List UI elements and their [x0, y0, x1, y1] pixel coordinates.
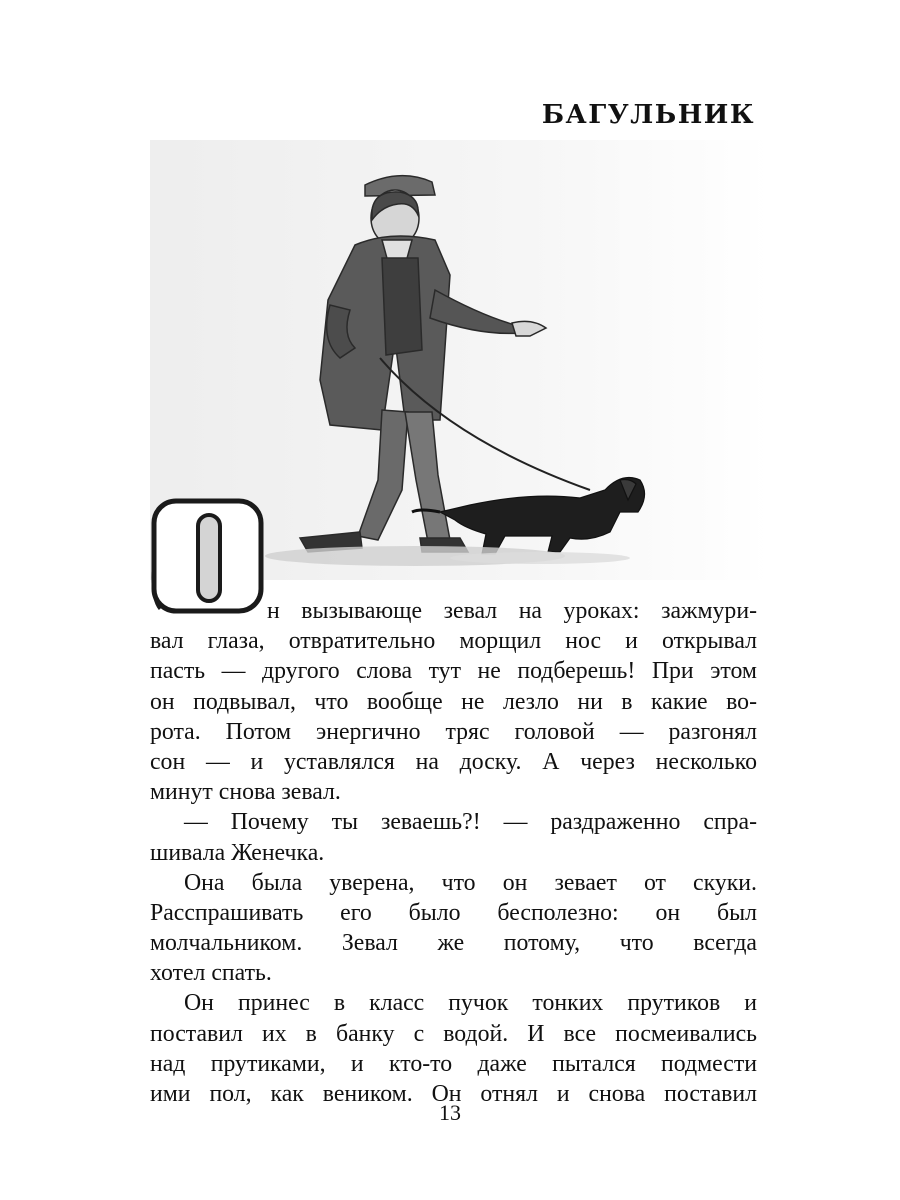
text-line: над прутиками, и кто-то даже пытался подмести: [150, 1050, 757, 1077]
text-line: пасть — другого слова тут не подберешь! При этом: [150, 658, 757, 685]
text-line: рота. Потом энергично тряс головой — разгонял: [150, 718, 757, 745]
text-line: сон — и уставлялся на доску. А через несколько: [150, 748, 757, 775]
chapter-title: БАГУЛЬНИК: [541, 100, 755, 130]
paragraph: [150, 596, 757, 807]
text-line: шивала Женечка.: [150, 839, 325, 866]
text-line: вал глаза, отвратительно морщил нос и открывал: [150, 628, 757, 655]
page-number: 13: [439, 1100, 461, 1125]
ground-shadow: [450, 552, 630, 564]
paragraph: [150, 868, 757, 989]
text-line: — Почему ты зеваешь?! — раздраженно спра-: [184, 809, 757, 836]
text-line: Она была уверена, что он зевает от скуки.: [184, 869, 757, 896]
text-line: ими пол, как веником. Он отнял и снова поставил: [150, 1081, 757, 1107]
text-line: минут снова зевал.: [150, 779, 341, 806]
text-line: поставил их в банку с водой. И все посмеивались: [150, 1020, 757, 1047]
paragraph: [150, 807, 757, 867]
text-line: Он принес в класс пучок тонких прутиков и: [184, 990, 757, 1017]
text-line: Расспрашивать его было бесполезно: он был: [150, 899, 757, 926]
text-line: хотел спать.: [150, 960, 272, 987]
text-line: н вызывающе зевал на уроках: зажмури-: [267, 598, 757, 624]
text-line: молчальником. Зевал же потому, что всегда: [150, 930, 757, 957]
drop-cap-glyph: [198, 515, 220, 601]
body-text: [150, 596, 757, 1109]
paragraph: [150, 988, 757, 1109]
text-line: он подвывал, что вообще не лезло ни в какие во-: [150, 688, 757, 715]
